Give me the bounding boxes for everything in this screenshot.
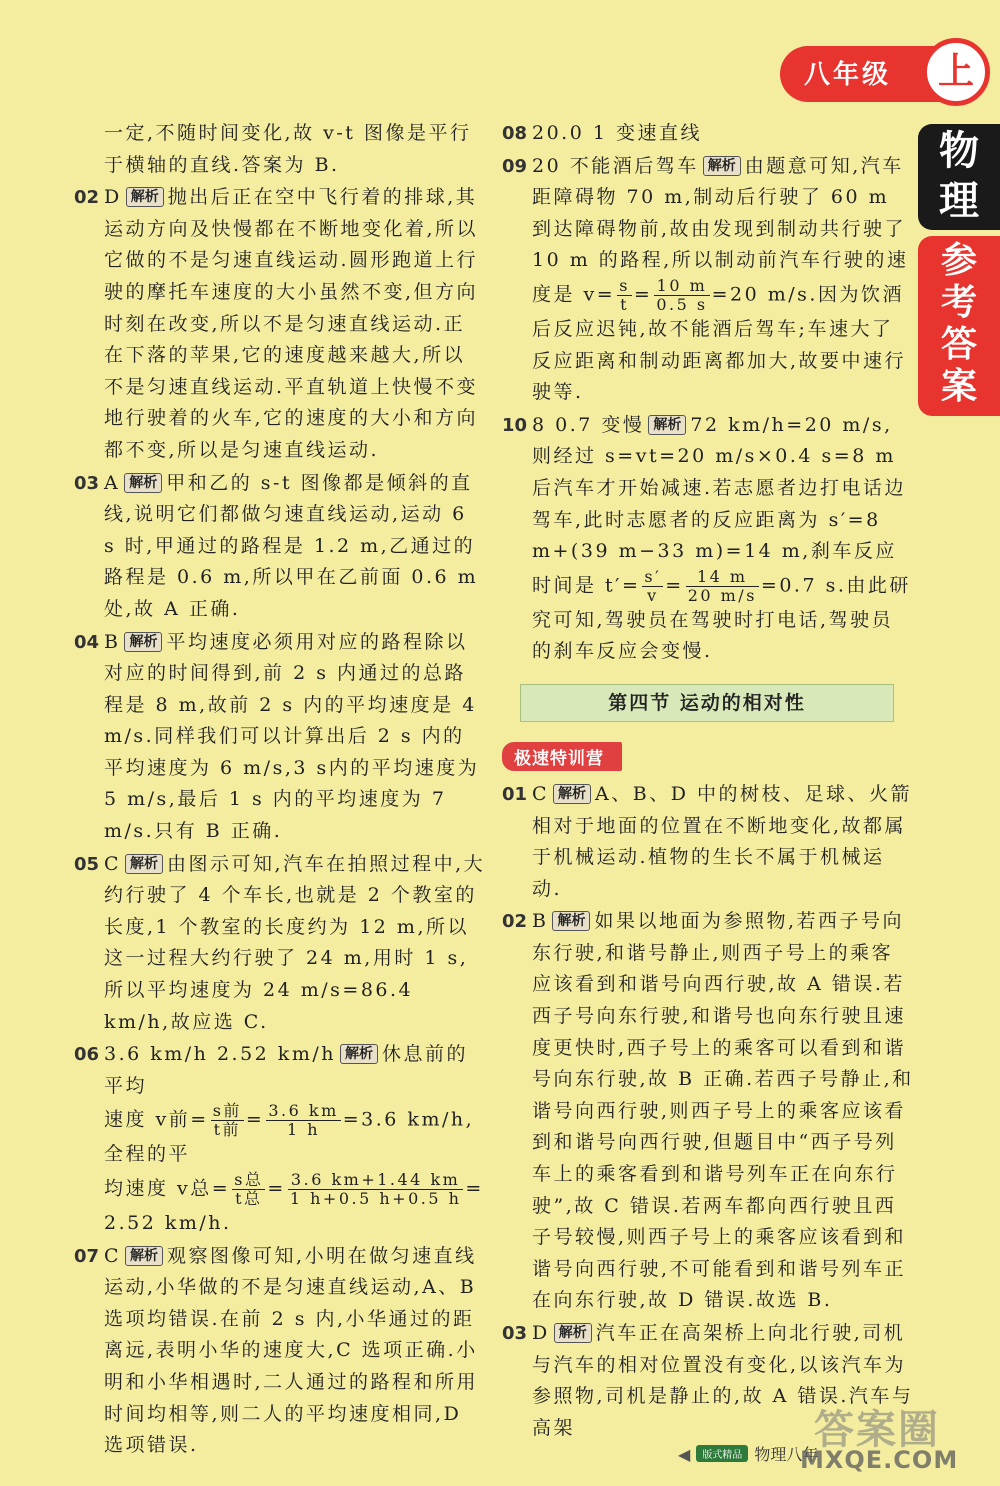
numerator: s′	[644, 566, 662, 586]
equals: =	[665, 574, 684, 597]
explanation: A、B、D 中的树枝、足球、火箭相对于地面的位置在不断地变化,故都属于机械运动.植物的生长不属于机械运动.	[532, 782, 913, 900]
explanation: 由图示可知,汽车在拍照过程中,大约行驶了 4 个车长,也就是 2 个教室的长度,1 个教室的长度约为 12 m,所以这一过程大约行驶了 24 m,用时 1 s,所以平均速度为 24 m/s=86.4 km/h,故应选 C.	[104, 852, 486, 1033]
continued-answer: 一定,不随时间变化,故 v-t 图像是平行于横轴的直线.答案为 B.	[104, 122, 472, 176]
analysis-tag: 解析	[125, 1246, 163, 1266]
item-number: 02	[502, 911, 528, 933]
subsection-label: 极速特训营	[502, 742, 622, 771]
denominator: v	[642, 586, 663, 605]
explanation: 抛出后正在空中飞行着的排球,其运动方向及快慢都在不断地变化着,所以它做的不是匀速直线运动.圆形跑道上行驶的摩托车速度的大小虽然不变,但方向时刻在改变,所以不是匀速直线运动.正在下落的苹果,它的速度越来越大,所以不是匀速直线运动.平直轨道上快慢不变地行驶着的火车,它的速度的大小和方向都不变,所以是匀速直线运动.	[104, 186, 479, 461]
item-number: 08	[502, 123, 528, 144]
fraction	[654, 277, 709, 314]
explanation: 平均速度必须用对应的路程除以对应的时间得到,前 2 s 内通过的总路程是 8 m,故前 2 s 内的平均速度是 4 m/s.同样我们可以计算出后 2 s 内的平均速度为 6 m/s,3 s内的平均速度为 5 m/s,最后 1 s 内的平均速度为 7 m/s.只有 B 正确.	[104, 630, 480, 843]
section-tab	[918, 236, 1000, 416]
numerator: s	[619, 275, 630, 295]
numerator: s前	[212, 1101, 242, 1121]
answer-choice: D	[532, 1322, 550, 1344]
explanation: 如果以地面为参照物,若西子号向东行驶,和谐号静止,则西子号上的乘客应该看到和谐号向西行驶,故 A 错误.若西子号向东行驶,和谐号也向东行驶且速度更快时,西子号上的乘客可以看到和谐号向东行驶,故 B 正确.若西子号静止,和谐号向西行驶,则西子号上的乘客应该看到和谐号向西行驶,但题目中“西子号列车上的乘客看到和谐号列车正在向东行驶”,故 C 错误.若两车都向西行驶且西子号较慢,则西子号上的乘客应该看到和谐号向西行驶,不可能看到和谐号列车正在向东行驶,故 D 错误.故选 B.	[532, 910, 914, 1312]
numerator: s总	[234, 1170, 264, 1189]
item-number: 03	[74, 472, 100, 494]
answer-choice: D	[104, 186, 122, 209]
section-label: 参考答案	[940, 240, 977, 407]
answer-choice: B	[104, 630, 121, 653]
formula-text: 2.52 km/h.	[104, 1212, 232, 1234]
fraction	[617, 277, 632, 314]
answer-choice: 20 不能酒后驾车	[532, 154, 699, 177]
denominator: t总	[232, 1189, 265, 1208]
explanation: 由题意可知,汽车距障碍物 70 m,制动后行驶了 60 m 到达障碍物前,故由发现到制动共行驶了 10 m 的路程,所以制动前汽车行驶的速度是 v=	[532, 154, 909, 306]
fraction	[642, 568, 663, 605]
explanation: 观察图像可知,小明在做匀速直线运动,小华做的不是匀速直线运动,A、B 选项均错误.在前 2 s 内,小华通过的距离远,表明小华的速度大,C 选项正确.小明和小华相遇时,二人通过的路程和所用时间均相等,则二人的平均速度相同,D 选项错误.	[104, 1244, 479, 1457]
formula-text: 均速度 v总=	[104, 1177, 231, 1200]
analysis-tag: 解析	[554, 1323, 592, 1343]
analysis-tag: 解析	[553, 784, 591, 804]
answer-item-10	[502, 410, 914, 668]
explanation: =20 m/s.因为饮酒后反应迟钝,故不能酒后驾车;车速大了反应距离和制动距离都加大,故要中速行驶等.	[532, 283, 907, 404]
watermark-logo: 答案圈	[814, 1407, 940, 1453]
numerator: 10 m	[656, 275, 708, 295]
item-number: 10	[502, 414, 528, 436]
denominator: t前	[211, 1120, 244, 1139]
subject-label: 物理	[939, 128, 979, 224]
answer-item-03	[74, 468, 486, 626]
explanation: 72 km/h=20 m/s,则经过 s=vt=20 m/s×0.4 s=8 m 后汽车才开始减速.若志愿者边打电话边驾车,此时志愿者的反应距离为 s′=8 m+(39 m−33 m)=14 m,刹车反应时间是 t′=	[532, 413, 907, 597]
item-number: 01	[502, 783, 528, 805]
denominator: 1 h+0.5 h+0.5 h	[289, 1189, 462, 1208]
answer-choice: A	[104, 471, 121, 494]
formula-text: =3.6 km/h,全程的平	[104, 1108, 475, 1166]
analysis-tag: 解析	[125, 854, 163, 874]
watermark	[794, 1398, 994, 1478]
explanation: 汽车正在高架桥上向北行驶,司机与汽车的相对位置没有变化,以该汽车为参照物,司机是静止的,故 A 错误.汽车与高架	[532, 1322, 914, 1439]
answer-item-07	[74, 1241, 486, 1462]
volume-label: 上	[922, 38, 990, 106]
answer-item-02	[74, 182, 486, 466]
item-number: 02	[74, 187, 100, 209]
formula-text: =	[465, 1177, 484, 1200]
denominator: 20 m/s	[687, 585, 757, 605]
item-number: 06	[74, 1044, 100, 1066]
analysis-tag: 解析	[340, 1044, 378, 1064]
grade-badge	[780, 46, 974, 102]
explanation: 甲和乙的 s-t 图像都是倾斜的直线,说明它们都做匀速直线运动,运动 6 s 时,甲通过的路程是 1.2 m,乙通过的路程是 0.6 m,所以甲在乙前面 0.6 m 处,故 A 正确.	[104, 471, 479, 620]
fraction	[288, 1171, 464, 1208]
footer-text: 物理八年	[754, 1445, 819, 1464]
brand-logo: 版式精品	[696, 1445, 748, 1462]
equals: =	[633, 283, 653, 306]
answer-item-04	[74, 627, 486, 848]
numerator: 3.6 km+1.44 km	[290, 1170, 461, 1189]
answer-text: 20.0 1 变速直线	[532, 122, 702, 144]
analysis-tag: 解析	[648, 415, 686, 435]
explanation: 休息前的平均	[104, 1043, 468, 1097]
answer-choice: B	[532, 910, 549, 933]
equals: =	[267, 1177, 286, 1200]
arrow-left-icon: ◀	[678, 1445, 691, 1464]
item-number: 03	[502, 1323, 528, 1344]
analysis-tag: 解析	[126, 187, 164, 207]
answer-choice: C	[104, 1244, 122, 1267]
item-number: 07	[74, 1245, 100, 1267]
denominator: 1 h	[266, 1120, 340, 1139]
item-number: 05	[74, 853, 100, 875]
numerator: 14 m	[696, 566, 748, 586]
grade-label: 八年级	[804, 60, 892, 90]
answer-choice: C	[104, 852, 122, 875]
answer-item-09	[502, 151, 914, 409]
denominator: 0.5 s	[656, 294, 708, 314]
section-title: 第四节 运动的相对性	[520, 684, 894, 722]
fraction	[266, 1102, 340, 1139]
answer-item-08	[502, 118, 914, 150]
answer-choice: 3.6 km/h 2.52 km/h	[104, 1043, 336, 1066]
equals: =	[245, 1108, 265, 1131]
answer-choice: C	[532, 782, 550, 805]
answer-item-05	[74, 849, 486, 1039]
item-number: 04	[74, 631, 100, 653]
subject-tab	[918, 124, 1000, 230]
answer-item-s01	[502, 779, 914, 905]
denominator: t	[617, 295, 632, 314]
right-column	[502, 118, 914, 1445]
formula-text: 速度 v前=	[104, 1108, 209, 1131]
answer-choice: 8 0.7 变慢	[532, 413, 645, 436]
numerator: 3.6 km	[268, 1101, 339, 1121]
watermark-url: MXQE.COM	[800, 1446, 959, 1474]
item-number: 09	[502, 155, 528, 177]
analysis-tag: 解析	[124, 632, 162, 652]
explanation: =0.7 s.由此研究可知,驾驶员在驾驶时打电话,驾驶员的刹车反应会变慢.	[532, 574, 911, 663]
answer-item-s02	[502, 906, 914, 1317]
answer-item-06	[74, 1039, 486, 1239]
left-column	[74, 118, 486, 1463]
analysis-tag: 解析	[552, 911, 590, 931]
fraction	[211, 1102, 244, 1139]
analysis-tag: 解析	[703, 156, 741, 176]
fraction	[686, 568, 759, 605]
analysis-tag: 解析	[124, 473, 162, 493]
fraction	[232, 1171, 265, 1208]
